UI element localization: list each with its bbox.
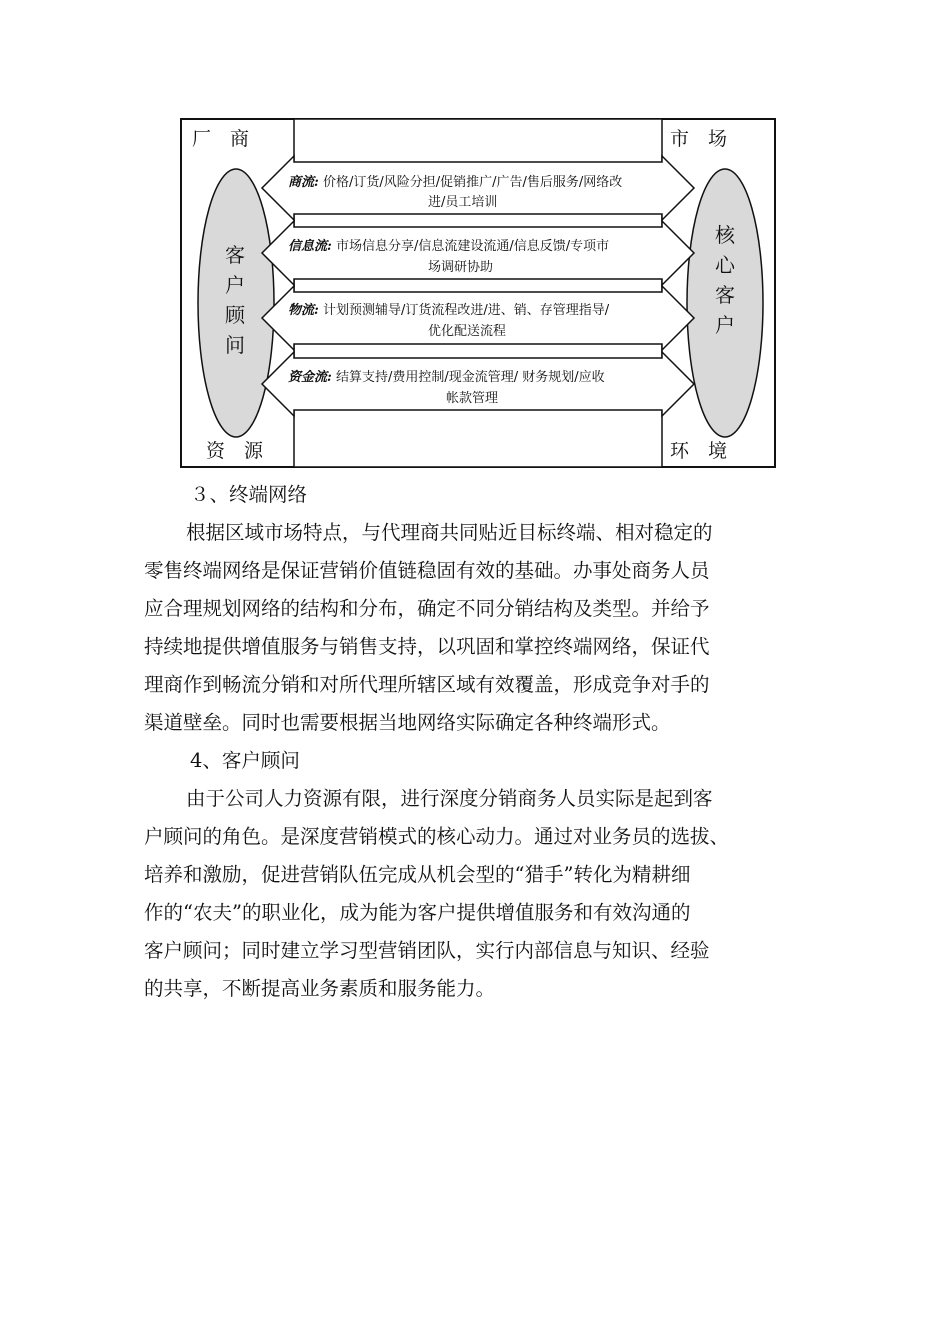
paragraph-line: 客户顾问；同时建立学习型营销团队，实行内部信息与知识、经验 <box>144 939 710 962</box>
flow-name: 信息流: <box>288 239 332 254</box>
flow-name: 物流: <box>288 303 319 318</box>
flow-line1: 结算支持/费用控制/现金流管理/ 财务规划/应收 <box>335 370 605 385</box>
paragraph-line: 根据区域市场特点，与代理商共同贴近目标终端、相对稳定的 <box>186 521 713 544</box>
flow-info-line2: 场调研协助 <box>428 260 494 275</box>
paragraph-line: 持续地提供增值服务与销售支持，以巩固和掌控终端网络，保证代 <box>144 635 710 658</box>
section3-heading: ３、终端网络 <box>190 483 308 506</box>
corner-bottom-left: 资 源 <box>206 440 264 462</box>
corner-top-left: 厂 商 <box>192 128 250 150</box>
left-oval-label: 客户顾问 <box>225 243 245 357</box>
paragraph-line: 由于公司人力资源有限，进行深度分销商务人员实际是起到客 <box>186 787 713 810</box>
flow-line1: 市场信息分享/信息流建设流通/信息反馈/专项市 <box>335 239 610 254</box>
flow-capital <box>288 367 605 389</box>
paragraph-line: 的共享，不断提高业务素质和服务能力。 <box>144 977 496 1000</box>
flow-logistics-line2: 优化配送流程 <box>428 324 507 339</box>
flow-logistics <box>288 300 609 322</box>
paragraph-line: 户顾问的角色。是深度营销模式的核心动力。通过对业务员的选拔、 <box>144 825 730 848</box>
flow-line1: 计划预测辅导/订货流程改进/进、销、存管理指导/ <box>322 303 610 318</box>
paragraph-line: 应合理规划网络的结构和分布，确定不同分销结构及类型。并给予 <box>144 597 710 620</box>
flow-info <box>288 236 609 258</box>
flow-name: 资金流: <box>288 370 332 385</box>
paragraph-line: 渠道壁垒。同时也需要根据当地网络实际确定各种终端形式。 <box>144 711 671 734</box>
flow-commerce <box>288 172 622 194</box>
paragraph-line: 理商作到畅流分销和对所代理所辖区域有效覆盖，形成竞争对手的 <box>144 673 710 696</box>
corner-bottom-right: 环 境 <box>670 440 728 462</box>
paragraph-line: 培养和激励，促进营销队伍完成从机会型的“猎手”转化为精耕细 <box>144 863 691 886</box>
paragraph-line: 零售终端网络是保证营销价值链稳固有效的基础。办事处商务人员 <box>144 559 710 582</box>
flow-line1: 价格/订货/风险分担/促销推广/广告/售后服务/网络改 <box>322 175 623 190</box>
diagram-graphics <box>180 118 776 468</box>
flow-diagram <box>180 118 776 468</box>
paragraph-line: 作的“农夫”的职业化，成为能为客户提供增值服务和有效沟通的 <box>144 901 691 924</box>
flow-name: 商流: <box>288 175 319 190</box>
corner-top-right: 市 场 <box>670 128 728 150</box>
flow-commerce-line2: 进/员工培训 <box>428 195 498 210</box>
section4-heading: 4、客户顾问 <box>190 749 300 772</box>
right-oval-label: 核心客户 <box>715 223 735 337</box>
flow-capital-line2: 帐款管理 <box>446 391 499 406</box>
